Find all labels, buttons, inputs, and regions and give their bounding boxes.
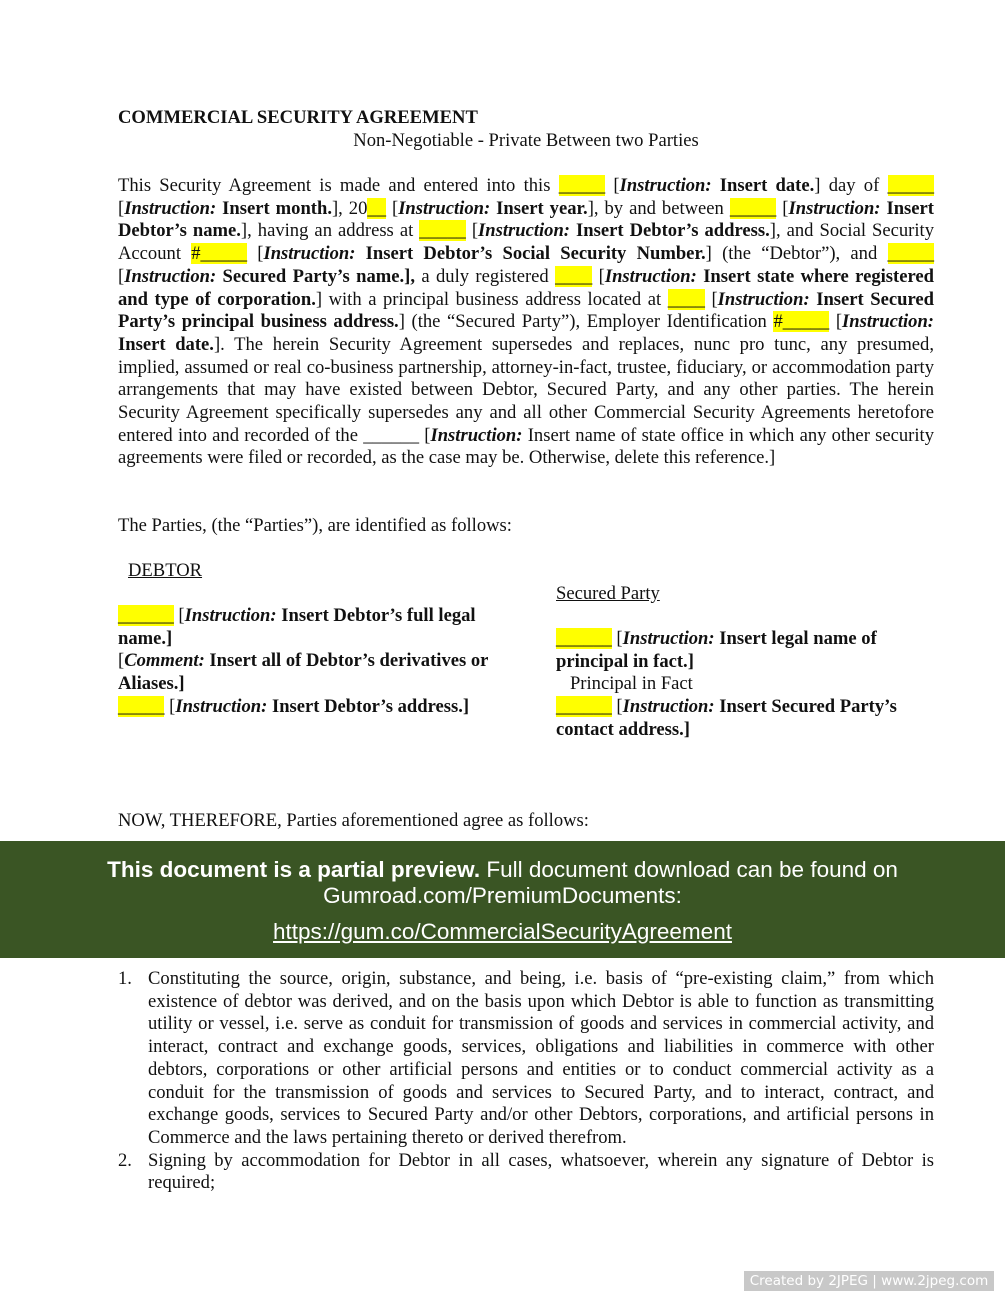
list-text: Signing by accommodation for Debtor in all cases, whatsoever, wherein any signature of Debtor is required;	[148, 1149, 934, 1194]
text-run: ]. The herein Security Agreement supersedes and replaces, nunc pro tunc, any presumed, implied, assumed or real co-business partnership, attorney-in-fact, trustee, fiduciary, or accommodation party arrangements that may have existed between Debtor, Secured Party, and any other parties. The herein Security Agreement specifically supersedes any and all other Commercial Security Agreements heretofore entered into and recorded of the ______	[118, 333, 934, 446]
text-run: [	[611, 696, 623, 718]
text-run: ], having an address at	[240, 220, 420, 242]
instruction-label: Instruction:	[788, 197, 881, 219]
list-item	[118, 968, 934, 1150]
instruction-text: Insert state where registered and type of corporation.	[118, 265, 934, 310]
fill-in-blank: _____	[118, 695, 165, 717]
now-therefore-line: NOW, THEREFORE, Parties aforementioned agree as follows:	[118, 810, 589, 831]
text-run: [	[173, 605, 185, 626]
fill-in-blank: _____	[558, 175, 606, 196]
list-number: 1.	[118, 968, 132, 989]
text-run: [	[776, 197, 789, 219]
download-link[interactable]: https://gum.co/CommercialSecurityAgreement	[273, 919, 732, 944]
text-run: Principal in Fact	[556, 673, 693, 695]
instruction-text: Insert Debtor’s Social Security Number.	[355, 243, 706, 265]
text-run: a duly registered	[415, 265, 556, 287]
banner-bold-text: This document is a partial preview.	[107, 857, 481, 882]
text-run: [	[118, 197, 125, 219]
text-run: ], by and between	[587, 197, 730, 219]
debtor-block	[118, 605, 508, 719]
instruction-text: Insert Debtor’s full legal name.]	[118, 605, 476, 649]
fill-in-blank: __	[367, 197, 386, 219]
instruction-text: Insert month.	[216, 197, 332, 219]
text-run: ], and Social Security Account	[118, 220, 935, 265]
instruction-text: Insert Secured Party’s contact address.]	[556, 696, 897, 740]
text-run: Insert name of state office in which any other security agreements were filed or recorded, as the case may be. Otherwise, delete this reference	[118, 424, 934, 469]
instruction-label: Instruction:	[619, 175, 712, 196]
debtor-heading: DEBTOR	[128, 560, 203, 581]
fill-in-blank: ______	[556, 696, 612, 718]
text-run: .]	[764, 447, 776, 469]
instruction-label: Instruction:	[124, 265, 217, 287]
instruction-text: Insert legal name of principal in fact.]	[556, 628, 877, 672]
fill-in-blank: ______	[556, 628, 612, 649]
instruction-label: Instruction:	[717, 288, 810, 310]
fill-in-blank: _____	[419, 220, 466, 242]
instruction-label: Instruction:	[622, 628, 715, 649]
fill-in-blank: #_____	[773, 311, 830, 333]
watermark: Created by 2JPEG | www.2jpeg.com	[744, 1271, 994, 1291]
text-run: ], 20	[331, 197, 368, 219]
text-run: ] with a principal business address located at	[315, 288, 668, 310]
fill-in-blank: _____	[729, 197, 777, 219]
banner-text: Full document download can be found on Gumroad.com/PremiumDocuments:	[323, 857, 898, 908]
document-title: COMMERCIAL SECURITY AGREEMENT	[118, 107, 478, 128]
instruction-text: Insert date.	[711, 175, 815, 196]
instruction-label: Instruction:	[842, 311, 935, 333]
text-run: [	[164, 695, 176, 717]
preview-banner	[0, 841, 1005, 958]
fill-in-blank: ____	[667, 288, 705, 310]
instruction-label: Instruction:	[263, 243, 356, 265]
parties-intro: The Parties, (the “Parties”), are identified as follows:	[118, 515, 512, 536]
fill-in-blank: _____	[887, 243, 935, 265]
terms-list	[118, 968, 934, 1195]
instruction-text: Secured Party’s name.],	[216, 265, 415, 287]
text-run: ] (the “Secured Party”), Employer Identification	[398, 311, 774, 333]
instruction-text: Insert year.	[490, 197, 588, 219]
instruction-label: Instruction:	[398, 197, 491, 219]
text-run: ] day of	[814, 175, 888, 196]
instruction-label: Instruction:	[430, 424, 523, 446]
text-run: [	[465, 220, 479, 242]
instruction-text: Insert Secured Party’s principal business address.	[118, 288, 934, 333]
instruction-text: Insert Debtor’s name.	[118, 197, 934, 242]
instruction-label: Instruction:	[124, 197, 217, 219]
instruction-label: Instruction:	[175, 695, 268, 717]
text-run: [	[386, 197, 399, 219]
fill-in-blank: ____	[555, 265, 593, 287]
instruction-label: Instruction:	[184, 605, 277, 626]
list-text: Constituting the source, origin, substance, and being, i.e. basis of “pre-existing claim,” from which existence of debtor was derived, and on the basis upon which Debtor is able to function as transmitting utility or vessel, i.e. serve as conduit for transmission of goods and services in commercial activity, and interact, contract and exchange goods, services, obligations and liabilities in commerce with other debtors, corporations or other artificial persons and entities or to conduct commercial activity as a conduit for the transmission of goods and services to Secured Party, and to interact, contract, and exchange goods, services to Secured Party and/or other Debtors, corporations, and artificial persons in Commerce and the laws pertaining thereto or derived therefrom.	[148, 968, 934, 1148]
secured-party-heading: Secured Party	[556, 583, 660, 604]
text-run: This Security Agreement is made and entered into this	[118, 175, 559, 196]
text-run: [	[592, 265, 605, 287]
instruction-text: Insert Debtor’s address.	[570, 220, 770, 242]
text-run: [	[118, 265, 125, 287]
instruction-label: Instruction:	[478, 220, 570, 242]
intro-paragraph	[118, 175, 934, 470]
instruction-text: Insert Debtor’s address.]	[267, 695, 470, 717]
document-subtitle: Non-Negotiable - Private Between two Parties	[353, 130, 699, 151]
fill-in-blank: #_____	[191, 243, 248, 265]
secured-party-block	[556, 628, 936, 742]
instruction-text: Insert date.	[118, 333, 214, 355]
text-run: [	[611, 628, 623, 649]
fill-in-blank: ______	[118, 605, 174, 626]
fill-in-blank: _____	[887, 175, 934, 196]
text-run: [	[424, 424, 431, 446]
text-run: [	[605, 175, 620, 196]
text-run: ] (the “Debtor”), and	[705, 243, 888, 265]
list-item	[118, 1150, 934, 1195]
text-run: [	[704, 288, 718, 310]
text-run: [	[829, 311, 843, 333]
text-run: [	[247, 243, 264, 265]
text-run: [	[118, 650, 125, 672]
list-number: 2.	[118, 1149, 132, 1171]
instruction-label: Instruction:	[622, 696, 715, 718]
instruction-label: Comment:	[124, 650, 205, 672]
instruction-text: Insert all of Debtor’s derivatives or Aliases.]	[118, 650, 489, 695]
instruction-label: Instruction:	[604, 265, 697, 287]
